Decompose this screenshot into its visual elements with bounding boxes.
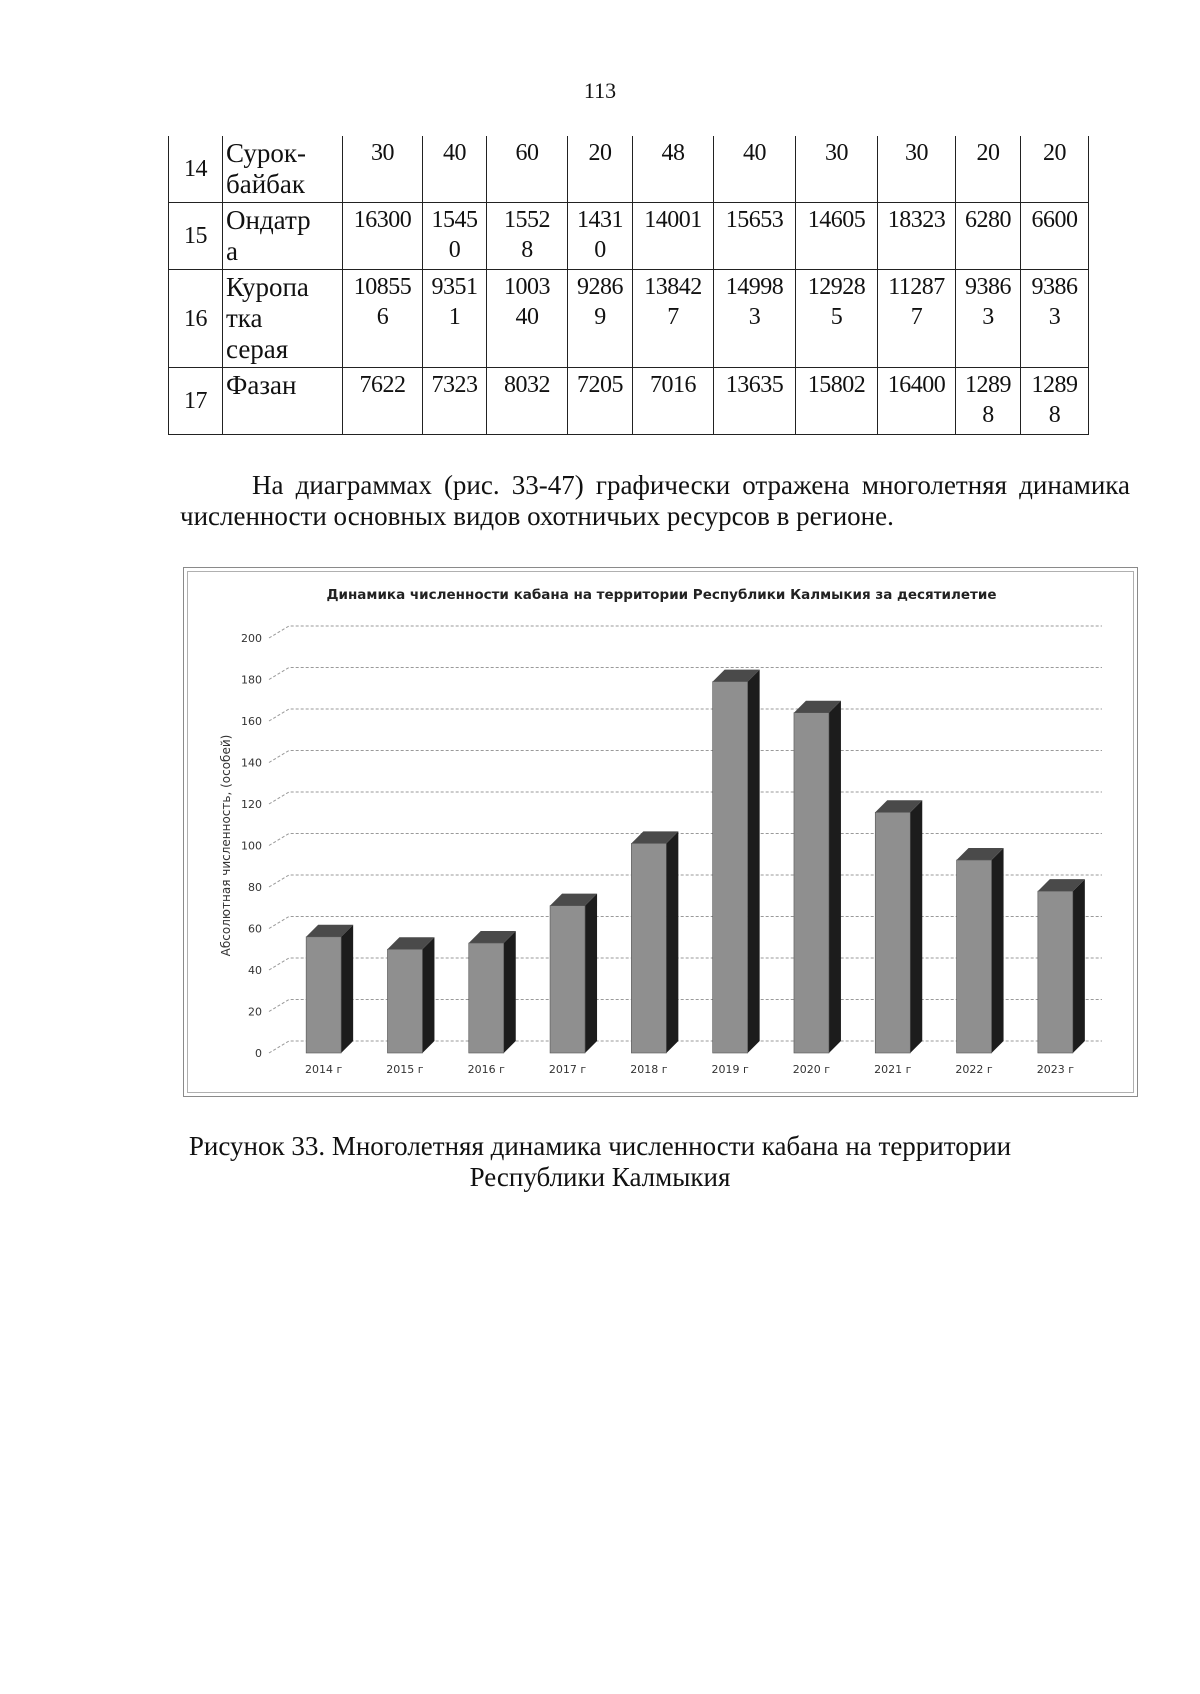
y-axis-label: Абсолютная численность, (особей) [219, 734, 233, 957]
y-tick-label: 100 [241, 839, 262, 853]
bar-top [550, 894, 597, 906]
chart-title: Динамика численности кабана на территории Республики Калмыкия за десятилетие [326, 587, 997, 603]
table-cell: 7323 [423, 368, 487, 435]
bar-top [794, 701, 841, 713]
bar-side [992, 848, 1004, 1053]
table-cell: 60 [487, 136, 568, 203]
gridline [269, 709, 1102, 721]
x-tick-label: 2023 г [1036, 1063, 1074, 1076]
y-tick-label: 200 [241, 632, 262, 645]
bar-top [387, 937, 434, 949]
gridline [269, 1000, 1102, 1012]
y-tick-label: 140 [241, 756, 262, 770]
bar-front [306, 937, 341, 1053]
table-cell: 30 [878, 136, 956, 203]
bar-side [341, 925, 353, 1053]
x-tick-label: 2018 г [630, 1063, 668, 1076]
table-cell: 14605 [796, 203, 878, 270]
row-number: 15 [169, 203, 223, 270]
gridline [269, 792, 1102, 804]
table-cell: 6280 [956, 203, 1021, 270]
caption-line-2: Республики Калмыкия [469, 1162, 731, 1192]
species-name: Фазан [223, 368, 343, 435]
bar-side [748, 670, 760, 1053]
bar-front [794, 713, 829, 1053]
body-paragraph: На диаграммах (рис. 33-47) графически отражена многолетняя динамика численности основных видов охотничьих ресурсов в регионе. [180, 470, 1130, 531]
x-tick-label: 2020 г [792, 1063, 831, 1076]
bar [1038, 879, 1085, 1053]
table-cell: 9286 9 [568, 270, 633, 368]
table-cell: 1552 8 [487, 203, 568, 270]
x-tick-label: 2017 г [548, 1063, 587, 1076]
bar-top [875, 800, 922, 812]
table-cell: 15802 [796, 368, 878, 435]
page-number: 113 [583, 78, 617, 103]
y-tick-label: 80 [248, 881, 262, 894]
bar [550, 894, 597, 1053]
bar-top [306, 925, 353, 937]
bar-front [957, 860, 992, 1053]
table-cell: 16300 [343, 203, 423, 270]
bar-side [504, 931, 516, 1053]
table-row [169, 136, 1089, 203]
caption-line-1: Рисунок 33. Многолетняя динамика численности кабана на территории [188, 1131, 1012, 1161]
species-name: Куропа тка серая [223, 270, 343, 368]
table-cell: 48 [633, 136, 714, 203]
bar-front [550, 906, 585, 1053]
table-row [169, 270, 1089, 368]
table-row [169, 368, 1089, 435]
bar [306, 925, 353, 1053]
bar-side [910, 800, 922, 1053]
y-tick-label: 180 [241, 673, 262, 687]
table-cell: 16400 [878, 368, 956, 435]
table-cell: 1431 0 [568, 203, 633, 270]
table-cell: 13635 [714, 368, 796, 435]
table-cell: 12928 5 [796, 270, 878, 368]
gridline [269, 834, 1102, 846]
x-tick-label: 2016 г [467, 1063, 505, 1076]
x-tick-label: 2021 г [874, 1063, 912, 1076]
bar-top [957, 848, 1004, 860]
bar [387, 937, 434, 1053]
y-tick-label: 60 [248, 922, 262, 936]
row-number: 14 [169, 136, 223, 203]
bar-front [387, 949, 422, 1053]
bar-side [666, 831, 678, 1053]
bar-chart [184, 568, 1139, 1098]
gridline [269, 875, 1102, 887]
bar-side [829, 701, 841, 1053]
bar-side [585, 894, 597, 1053]
table-cell: 30 [796, 136, 878, 203]
table-cell: 40 [423, 136, 487, 203]
bar-top [631, 831, 678, 843]
y-tick-label: 120 [241, 798, 262, 811]
y-tick-label: 0 [255, 1047, 262, 1060]
table-cell: 1289 8 [1021, 368, 1089, 435]
bar-top [713, 670, 760, 682]
table-cell: 9386 3 [956, 270, 1021, 368]
bar [875, 800, 922, 1053]
gridline [269, 1041, 1102, 1053]
bar-top [1038, 879, 1085, 891]
bar-front [469, 943, 504, 1053]
table-cell: 6600 [1021, 203, 1089, 270]
bar-top [469, 931, 516, 943]
table-cell: 1003 40 [487, 270, 568, 368]
y-tick-label: 160 [241, 715, 262, 728]
table-cell: 1545 0 [423, 203, 487, 270]
table-cell: 7016 [633, 368, 714, 435]
species-name: Сурок- байбак [223, 136, 343, 203]
data-table [168, 136, 1089, 435]
x-tick-label: 2015 г [386, 1063, 424, 1076]
table-cell: 20 [1021, 136, 1089, 203]
figure-caption [0, 1131, 1200, 1193]
y-tick-label: 20 [248, 1005, 262, 1019]
gridline [269, 958, 1102, 970]
bar-front [875, 812, 910, 1053]
gridline [269, 668, 1102, 680]
table-cell: 7622 [343, 368, 423, 435]
y-tick-label: 40 [248, 964, 262, 977]
table-cell: 13842 7 [633, 270, 714, 368]
table-cell: 1289 8 [956, 368, 1021, 435]
species-name: Ондатр а [223, 203, 343, 270]
table-cell: 30 [343, 136, 423, 203]
row-number: 17 [169, 368, 223, 435]
chart-frame [183, 567, 1138, 1097]
table-cell: 20 [568, 136, 633, 203]
bar [631, 831, 678, 1053]
table-cell: 14001 [633, 203, 714, 270]
bar-front [631, 843, 666, 1053]
table-cell: 15653 [714, 203, 796, 270]
table-cell: 40 [714, 136, 796, 203]
table-row [169, 203, 1089, 270]
table-cell: 18323 [878, 203, 956, 270]
gridline [269, 751, 1102, 763]
bar-side [422, 937, 434, 1053]
bar [794, 701, 841, 1053]
table-cell: 9386 3 [1021, 270, 1089, 368]
gridline [269, 917, 1102, 929]
bar-front [713, 682, 748, 1053]
table-cell: 8032 [487, 368, 568, 435]
x-tick-label: 2022 г [955, 1063, 993, 1076]
bar [469, 931, 516, 1053]
x-tick-label: 2014 г [305, 1063, 343, 1076]
x-tick-label: 2019 г [711, 1063, 749, 1076]
table-cell: 9351 1 [423, 270, 487, 368]
table-cell: 7205 [568, 368, 633, 435]
row-number: 16 [169, 270, 223, 368]
bar-side [1073, 879, 1085, 1053]
bar [713, 670, 760, 1053]
gridline [269, 626, 1102, 638]
table-cell: 11287 7 [878, 270, 956, 368]
bar [957, 848, 1004, 1053]
table-cell: 20 [956, 136, 1021, 203]
table-cell: 10855 6 [343, 270, 423, 368]
table-cell: 14998 3 [714, 270, 796, 368]
bar-front [1038, 891, 1073, 1053]
